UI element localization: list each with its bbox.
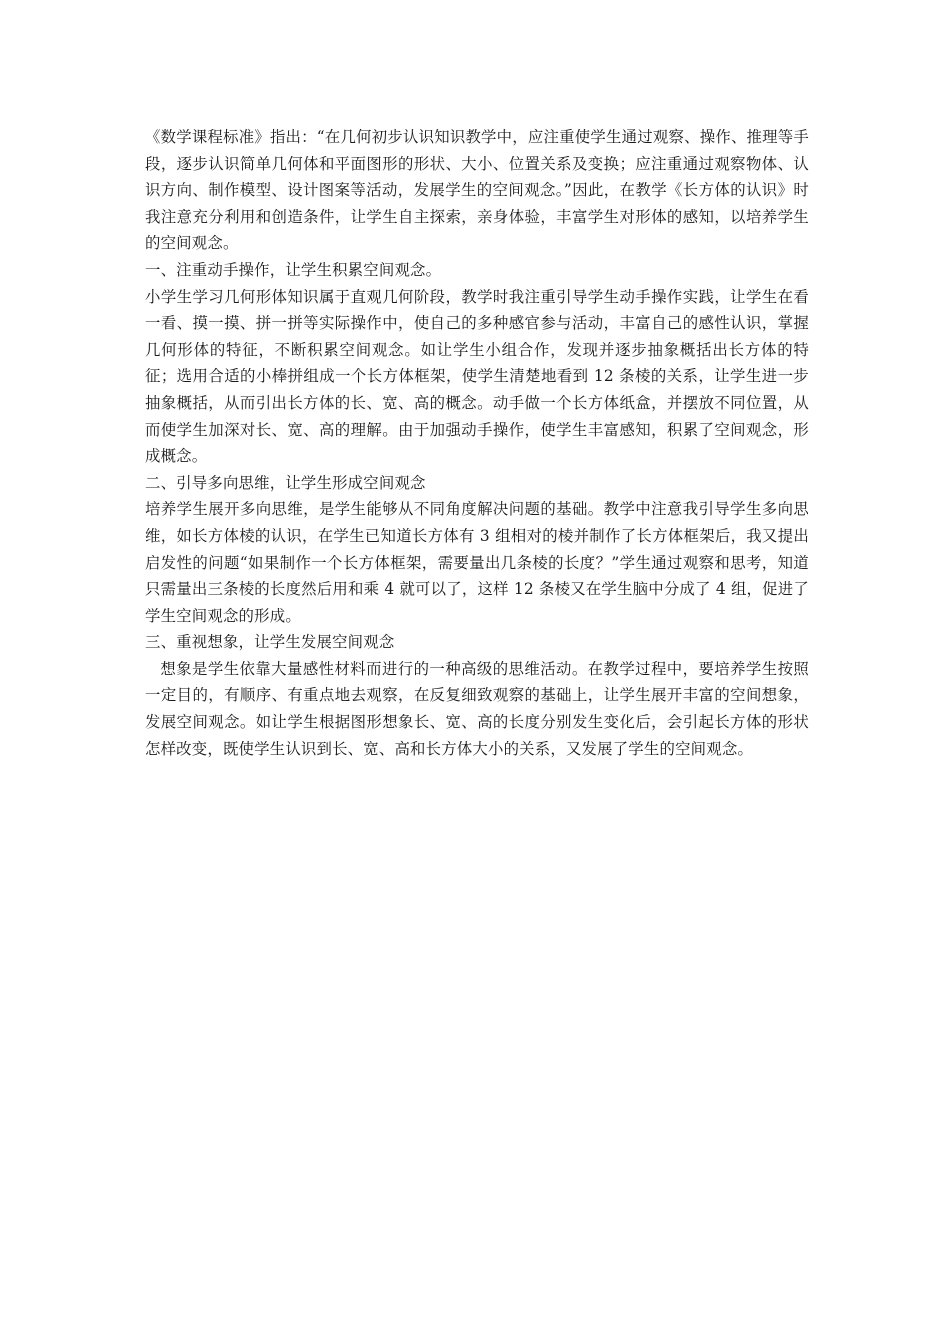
section-paragraph-1: 小学生学习几何形体知识属于直观几何阶段，教学时我注重引导学生动手操作实践，让学生在看一看、摸一摸、拼一拼等实际操作中，使自己的多种感官参与活动，丰富自己的感性认识，掌握几何形体的特征，不断积累空间观念。如让学生小组合作，发现并逐步抽象概括出长方体的特征；选用合适的小棒拼组成一个长方体框架，使学生清楚地看到 12 条棱的关系，让学生进一步抽象概括，从而引出长方体的长、宽、高的概念。动手做一个长方体纸盒，并摆放不同位置，从而使学生加深对长、宽、高的理解。由于加强动手操作，使学生丰富感知，积累了空间观念，形成概念。: [145, 287, 809, 466]
section-heading-1: 一、注重动手操作，让学生积累空间观念。: [145, 260, 442, 279]
section-paragraph-3: 想象是学生依靠大量感性材料而进行的一种高级的思维活动。在教学过程中，要培养学生按照一定目的，有顺序、有重点地去观察，在反复细致观察的基础上，让学生展开丰富的空间想象，发展空间观念。如让学生根据图形想象长、宽、高的长度分别发生变化后，会引起长方体的形状怎样改变，既使学生认识到长、宽、高和长方体大小的关系，又发展了学生的空间观念。: [145, 659, 809, 758]
section-heading-2: 二、引导多向思维，让学生形成空间观念: [145, 473, 426, 492]
section-heading-3: 三、重视想象，让学生发展空间观念: [145, 633, 395, 652]
document-body: [145, 124, 809, 762]
section-paragraph-2: 培养学生展开多向思维，是学生能够从不同角度解决问题的基础。教学中注意我引导学生多向思维，如长方体棱的认识，在学生已知道长方体有 3 组相对的棱并制作了长方体框架后，我又提出启发性的问题“如果制作一个长方体框架，需要量出几条棱的长度？”学生通过观察和思考，知道只需量出三条棱的长度然后用和乘 4 就可以了，这样 12 条棱又在学生脑中分成了 4 组，促进了学生空间观念的形成。: [145, 500, 809, 625]
intro-paragraph: 《数学课程标准》指出：“在几何初步认识知识教学中，应注重使学生通过观察、操作、推理等手段，逐步认识简单几何体和平面图形的形状、大小、位置关系及变换；应注重通过观察物体、认识方向、制作模型、设计图案等活动，发展学生的空间观念。”因此，在教学《长方体的认识》时我注意充分利用和创造条件，让学生自主探索，亲身体验，丰富学生对形体的感知，以培养学生的空间观念。: [145, 128, 809, 253]
